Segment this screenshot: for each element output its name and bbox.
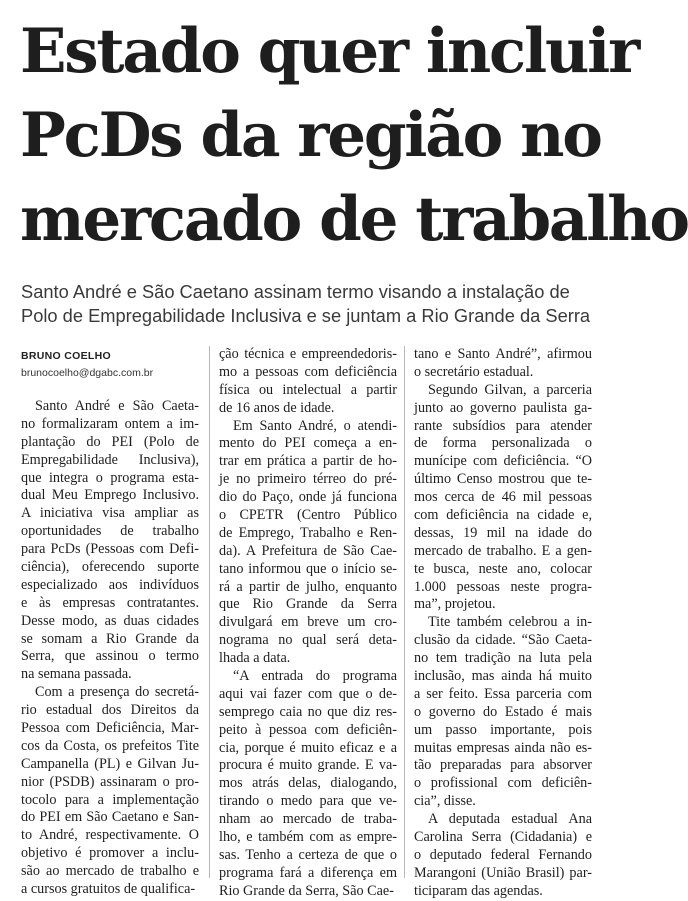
article-text-line: Com a presença do secretá- xyxy=(35,684,199,701)
article-text-line: ção técnica e empreendedoris- xyxy=(219,346,397,362)
article-text-line: oportunidades de trabalho xyxy=(21,523,199,540)
article-column-2 xyxy=(219,346,397,901)
article-text-line: de forma personalizada o xyxy=(414,435,592,452)
headline-line: Estado quer incluir xyxy=(20,16,639,87)
article-text-line: tocolo para a implementação xyxy=(21,791,199,808)
article-text-line: divulgará em breve um cro- xyxy=(219,614,397,631)
article-column-3 xyxy=(414,346,592,901)
article-text-line: Campanella (PL) e Gilvan Ju- xyxy=(21,755,199,772)
article-text-line: A iniciativa visa ampliar as xyxy=(21,505,199,522)
article-text-line: te busca, neste ano, colocar xyxy=(414,560,592,577)
article-text-line: a ser feito. Essa parceria com xyxy=(414,685,592,702)
subheadline-line: Santo André e São Caetano assinam termo visando a instalação de xyxy=(21,281,570,302)
article-text-line: rio estadual dos Direitos da xyxy=(21,702,199,719)
article-text-line: dessas, 19 mil na idade do xyxy=(414,524,592,541)
article-text-line: inclusão, mas ainda há muito xyxy=(414,668,592,685)
article-text-line: je no primeiro térreo do pré- xyxy=(219,471,397,488)
article-text-line: plantação do PEI (Polo de xyxy=(21,433,199,450)
article-text-line: um passo importante, pois xyxy=(414,721,592,738)
article-text-line: cia”, disse. xyxy=(414,793,476,810)
article-text-line: rante subsídios para atender xyxy=(414,417,592,434)
article-text-line: Rio Grande da Serra, São Cae- xyxy=(219,882,394,899)
article-text-line: nior (PSDB) assinaram o pro- xyxy=(21,773,199,790)
article-text-line: dual Meu Emprego Inclusivo. xyxy=(21,487,199,504)
article-text-line: tão preparadas para absorver xyxy=(414,757,592,774)
article-text-line: to André, respectivamente. O xyxy=(21,827,199,844)
article-text-line: se somam a Rio Grande da xyxy=(21,630,199,647)
article-text-line: Desse modo, as duas cidades xyxy=(21,612,199,629)
article-text-line: o deputado federal Fernando xyxy=(414,846,592,863)
subheadline-line: Polo de Empregabilidade Inclusiva e se juntam a Rio Grande da Serra xyxy=(21,305,591,326)
article-text-line: Em Santo André, o atendi- xyxy=(233,417,397,434)
article-text-line: junto ao governo paulista ga- xyxy=(414,399,592,416)
headline xyxy=(20,10,688,262)
article-text-line: Segundo Gilvan, a parceria xyxy=(428,381,592,398)
article-text-line: 1.000 pessoas neste progra- xyxy=(414,578,592,595)
article-text-line: trar em prática a partir de ho- xyxy=(219,453,397,470)
headline-line: mercado de trabalho xyxy=(20,184,688,255)
article-text-line: Tite também celebrou a in- xyxy=(428,614,592,631)
article-text-line: tirando o medo para que ve- xyxy=(219,793,397,810)
article-text-line: ma”, projetou. xyxy=(414,596,496,613)
article-text-line: que integra o programa esta- xyxy=(21,469,199,486)
article-text-line: são ao mercado de trabalho e xyxy=(21,863,199,880)
author-byline: BRUNO COELHO xyxy=(21,350,111,362)
article-text-line: ticiparam das agendas. xyxy=(414,882,543,899)
article-text-line: Empregabilidade Inclusiva), xyxy=(21,451,199,468)
article-text-line: cia, porque é muito eficaz e a xyxy=(219,739,397,756)
article-text-line: Santo André e São Caeta- xyxy=(35,398,199,414)
article-text-line: com deficiência na cidade e, xyxy=(414,507,592,524)
article-text-line: lhada a data. xyxy=(219,650,291,667)
article-text-line: o CPETR (Centro Público xyxy=(219,507,397,524)
article-text-line: cos da Costa, os prefeitos Tite xyxy=(21,737,199,754)
article-text-line: lho, e também com as empre- xyxy=(219,829,397,846)
article-text-line: a cursos gratuitos de qualifica- xyxy=(21,881,196,898)
article-text-line: objetivo é promover a inclu- xyxy=(21,845,199,862)
article-text-line: programa fará a diferença em xyxy=(219,864,397,881)
article-text-line: munícipe com deficiência. “O xyxy=(414,453,592,470)
article-text-line: tano informou que o início se- xyxy=(219,560,397,577)
article-text-line: mercado de trabalho. E a gen- xyxy=(414,542,592,559)
article-text-line: mos cerca de 46 mil pessoas xyxy=(414,489,592,506)
article-text-line: nograma no qual será deta- xyxy=(219,632,397,649)
article-text-line: procura é muito grande. E va- xyxy=(219,757,397,774)
article-text-line: o profissional com deficiên- xyxy=(414,775,592,792)
article-text-line: Marangoni (União Brasil) par- xyxy=(414,864,592,881)
subheadline xyxy=(21,280,596,328)
article-text-line: de Emprego, Trabalho e Ren- xyxy=(219,524,397,541)
article-text-line: no tem tradição na luta pela xyxy=(414,650,592,667)
article-text-line: rá a partir de julho, enquanto xyxy=(219,578,397,595)
article-text-line: aqui vai fazer com que o de- xyxy=(219,685,397,702)
article-text-line: Pessoa com Deficiência, Mar- xyxy=(21,720,199,737)
article-text-line: mos atrás delas, dialogando, xyxy=(219,775,397,792)
article-text-line: para PcDs (Pessoas com Defi- xyxy=(21,541,199,558)
article-text-line: muitas empresas ainda não es- xyxy=(414,739,592,756)
article-text-line: mo a pessoas com deficiência xyxy=(219,363,397,380)
article-text-line: peito à pessoa com deficiên- xyxy=(219,721,397,738)
article-text-line: último Censo mostrou que te- xyxy=(414,471,592,488)
article-text-line: tano e Santo André”, afirmou xyxy=(414,346,592,362)
article-text-line: o governo do Estado é mais xyxy=(414,703,592,720)
column-divider xyxy=(404,346,405,878)
article-text-line: “A entrada do programa xyxy=(233,668,397,685)
author-email: brunocoelho@dgabc.com.br xyxy=(21,367,154,379)
column-divider xyxy=(209,346,210,878)
article-text-line: da). A Prefeitura de São Cae- xyxy=(219,542,397,559)
article-text-line: no formalizaram ontem a im- xyxy=(21,415,199,432)
article-text-line: A deputada estadual Ana xyxy=(428,811,592,828)
article-column-1 xyxy=(21,398,199,899)
article-text-line: dio do Paço, onde já funciona xyxy=(219,489,397,506)
article-text-line: Serra, que assinou o termo xyxy=(21,648,199,665)
article-text-line: nham ao mercado de traba- xyxy=(219,811,397,828)
article-text-line: o secretário estadual. xyxy=(414,363,534,380)
article-text-line: na semana passada. xyxy=(21,666,132,683)
article-text-line: que Rio Grande da Serra xyxy=(219,596,397,613)
article-text-line: especializado aos indivíduos xyxy=(21,576,199,593)
headline-line: PcDs da região no xyxy=(20,100,601,171)
article-text-line: do PEI em São Caetano e San- xyxy=(21,809,199,826)
article-text-line: física ou intelectual a partir xyxy=(219,381,397,398)
article-text-line: sas. Tenho a certeza de que o xyxy=(219,846,397,863)
article-text-line: semprego caia no que diz res- xyxy=(219,703,397,720)
article-text-line: ciência), oferecendo suporte xyxy=(21,559,199,576)
article-text-line: de 16 anos de idade. xyxy=(219,399,335,416)
article-text-line: clusão da cidade. “São Caeta- xyxy=(414,632,592,649)
article-text-line: Carolina Serra (Cidadania) e xyxy=(414,829,592,846)
article-text-line: e às empresas contratantes. xyxy=(21,594,199,611)
article-text-line: mento do PEI começa a en- xyxy=(219,435,397,452)
